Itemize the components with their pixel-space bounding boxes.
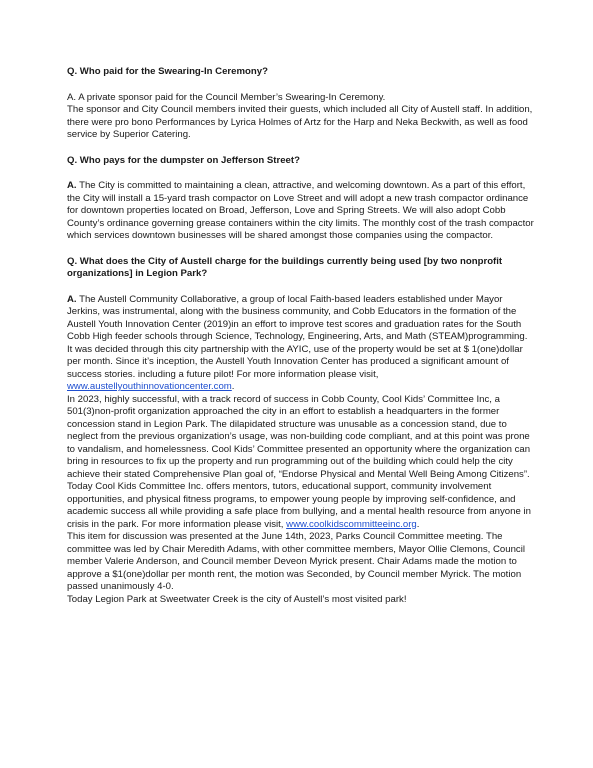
austell-youth-link[interactable]: www.austellyouthinnovationcenter.com	[67, 381, 232, 392]
link-2-after: .	[416, 518, 420, 530]
answer-3-para-4: Today Legion Park at Sweetwater Creek is the city of Austell’s most visited park!	[67, 593, 407, 605]
answer-3-lead: A.	[67, 293, 77, 305]
cool-kids-link[interactable]: www.coolkidscommitteeinc.org	[286, 518, 417, 530]
answer-3-para-2-text: In 2023, highly successful, with a track record of success in Cobb County, Cool Kids’ Committee Inc, a 501(3)non-profit organization approached the city in an effort to establish a headquarters in the former concession stand in Legion Park. The dilapidated structure was unusable as a concession stand, due to neglect from the previous organization’s usage, was non-building code compliant, and at this point was prone to vandalism, and homelessness. Cool Kids’ Committee presented an opportunity where the organization can bring in resources to fix up the property and run programming out of the building which could help the city achieve their stated Comprehensive Plan goal of, “Endorse Physical and Mental Well Being Among Citizens”. Today Cool Kids Committee Inc. offers mentors, tutors, educational support, community involvement opportunities, and physical fitness programs, to empower young people by improving self-confidence, and academic success all while providing a safe place from bullying, and a mental health resource from anyone in crisis in the park. For more information please visit,	[67, 393, 531, 530]
question-3: Q. What does the City of Austell charge for the buildings currently being used [by two nonprofit organizations] in Legion Park?	[67, 255, 503, 279]
answer-2	[67, 180, 535, 243]
answer-1-line-1: A. A private sponsor paid for the Council Member’s Swearing-In Ceremony.	[67, 91, 386, 103]
question-2: Q. Who pays for the dumpster on Jefferson Street?	[67, 154, 300, 166]
question-1: Q. Who paid for the Swearing-In Ceremony?	[67, 66, 268, 77]
answer-3-para-1	[67, 294, 535, 394]
answer-2-lead: A.	[67, 180, 77, 191]
document-page	[67, 66, 535, 606]
answer-3-text: The Austell Community Collaborative, a group of local Faith-based leaders established under Mayor Jerkins, was instrumental, along with the business community, and Cobb Educators in the formation of the Austell Youth Innovation Center (2019)in an effort to improve test scores and graduation rates for the South Cobb High feeder schools through Science, Technology, Engineering, Arts, and Math (STEAM)programming. It was decided through this city partnership with the AYIC, use of the property would be set at $ 1(one)dollar per month. Since it’s inception, the Austell Youth Innovation Center has produced a significant amount of success stories. including a future pilot! For more information please visit,	[67, 293, 528, 380]
answer-3-para-2	[67, 394, 535, 532]
answer-2-text: The City is committed to maintaining a clean, attractive, and welcoming downtown. As a part of this effort, the City will install a 15-yard trash compactor on Love Street and will adopt a new trash compactor ordinance for downtown properties located on Broad, Jefferson, Love and Spring Streets. We will also adopt Cobb County’s ordinance governing grease containers within the city limits. The monthly cost of the trash compactor which services downtown businesses will be shared amongst those companies using the compactor.	[67, 180, 534, 241]
answer-3-para-3: This item for discussion was presented at the June 14th, 2023, Parks Council Committee meeting. The committee was led by Chair Meredith Adams, with other committee members, Mayor Ollie Clemons, Council member Valerie Anderson, and Council member Deveon Myrick present. Chair Adams made the motion to approve a $1(one)dollar per month rent, the motion was Seconded, by Council member Myrick. The motion passed unanimously 4-0.	[67, 531, 525, 592]
link-1-after: .	[231, 381, 235, 392]
answer-1-line-2: The sponsor and City Council members invited their guests, which included all City of Austell staff. In addition, there were pro bono Performances by Lyrica Holmes of Artz for the Harp and Neka Beckwith, as well as food service by Superior Catering.	[67, 104, 533, 140]
